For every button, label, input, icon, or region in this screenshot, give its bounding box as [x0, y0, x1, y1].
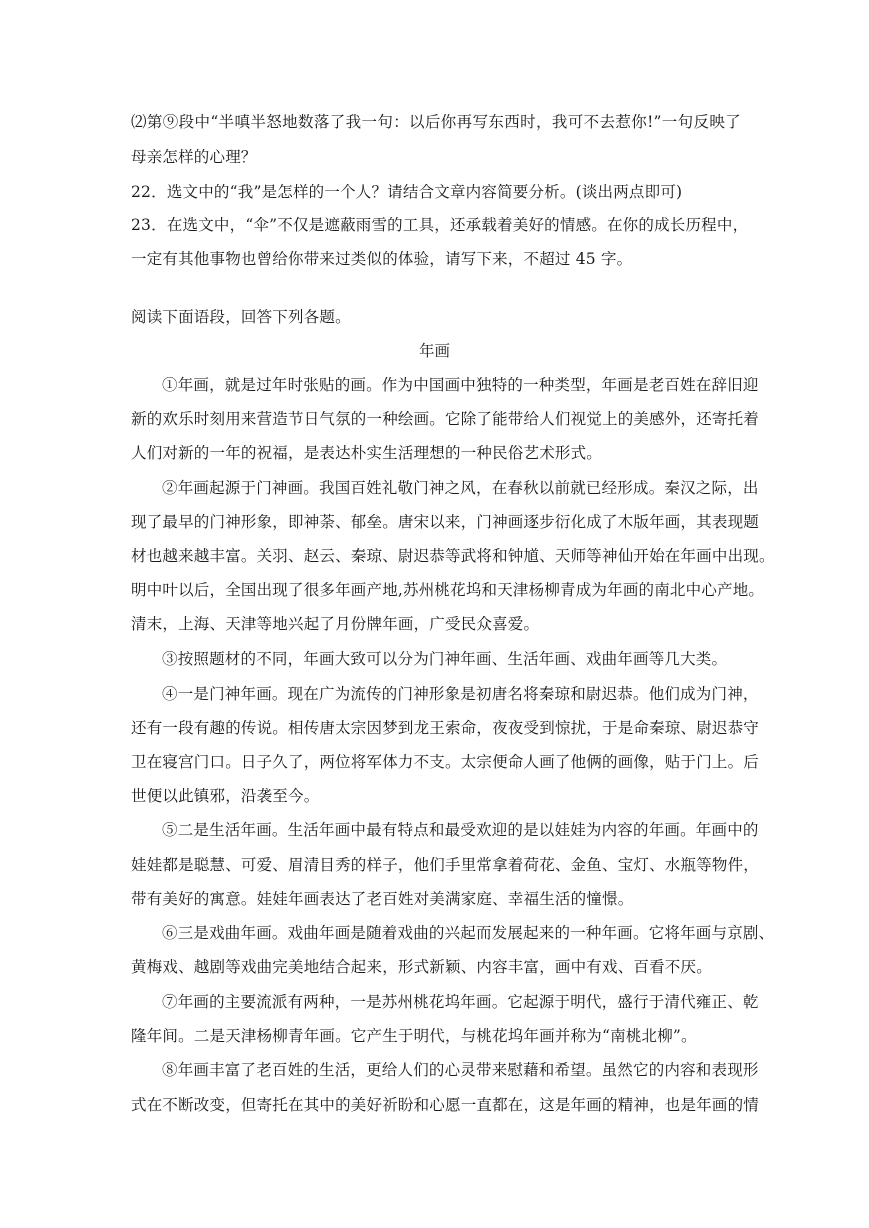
reading-instruction: 阅读下面语段，回答下列各题。 — [131, 308, 351, 326]
question-22: 22．选文中的“我”是怎样的一个人？请结合文章内容简要分析。(谈出两点即可) — [131, 183, 683, 201]
paragraph-4-line: 卫在寝宫门口。日子久了，两位将军体力不支。太宗便命人画了他俩的画像，贴于门上。后 — [131, 753, 760, 771]
question-23-line2: 一定有其他事物也曾给你带来过类似的体验，请写下来，不超过 45 字。 — [131, 250, 633, 268]
paragraph-2-line: 现了最早的门神形象，即神荼、郁垒。唐宋以来，门神画逐步衍化成了木版年画，其表现题 — [131, 513, 760, 531]
paragraph-4-line: 世便以此镇邪，沿袭至今。 — [131, 787, 320, 805]
article-title: 年画 — [418, 342, 450, 360]
paragraph-2-line: ②年画起源于门神画。我国百姓礼敬门神之风，在春秋以前就已经形成。秦汉之际，出 — [162, 479, 759, 497]
paragraph-6-line: 黄梅戏、越剧等戏曲完美地结合起来，形式新颖、内容丰富，画中有戏、百看不厌。 — [131, 958, 712, 976]
paragraph-8-line: 式在不断改变，但寄托在其中的美好祈盼和心愿一直都在，这是年画的精神，也是年画的情 — [131, 1096, 760, 1114]
paragraph-4-line: ④一是门神年画。现在广为流传的门神形象是初唐名将秦琼和尉迟恭。他们成为门神， — [162, 685, 759, 703]
paragraph-3-line: ③按照题材的不同，年画大致可以分为门神年画、生活年画、戏曲年画等几大类。 — [162, 650, 728, 668]
paragraph-1-line: ①年画，就是过年时张贴的画。作为中国画中独特的一种类型，年画是老百姓在辞旧迎 — [162, 376, 759, 394]
paragraph-5-line: 带有美好的寓意。娃娃年画表达了老百姓对美满家庭、幸福生活的憧憬。 — [131, 890, 634, 908]
paragraph-2-line: 材也越来越丰富。关羽、赵云、秦琼、尉迟恭等武将和钟馗、天师等神仙开始在年画中出现。 — [131, 547, 775, 565]
paragraph-8-line: ⑧年画丰富了老百姓的生活，更给人们的心灵带来慰藉和希望。虽然它的内容和表现形 — [162, 1061, 759, 1079]
paragraph-7-line: 隆年间。二是天津杨柳青年画。它产生于明代，与桃花坞年画并称为“南桃北柳”。 — [131, 1027, 697, 1045]
paragraph-6-line: ⑥三是戏曲年画。戏曲年画是随着戏曲的兴起而发展起来的一种年画。它将年画与京剧、 — [162, 924, 775, 942]
paragraph-2-line: 明中叶以后，全国出现了很多年画产地,苏州桃花坞和天津杨柳青成为年画的南北中心产地。 — [131, 581, 765, 599]
paragraph-1-line: 新的欢乐时刻用来营造节日气氛的一种绘画。它除了能带给人们视觉上的美感外，还寄托着 — [131, 410, 760, 428]
question-21-part2-line2: 母亲怎样的心理？ — [131, 148, 257, 166]
paragraph-1-line: 人们对新的一年的祝福，是表达朴实生活理想的一种民俗艺术形式。 — [131, 444, 603, 462]
paragraph-7-line: ⑦年画的主要流派有两种，一是苏州桃花坞年画。它起源于明代，盛行于清代雍正、乾 — [162, 993, 759, 1011]
question-23-line1: 23．在选文中，“伞”不仅是遮蔽雨雪的工具，还承载着美好的情感。在你的成长历程中， — [131, 216, 749, 234]
paragraph-4-line: 还有一段有趣的传说。相传唐太宗因梦到龙王索命，夜夜受到惊扰，于是命秦琼、尉迟恭守 — [131, 719, 760, 737]
paragraph-5-line: 娃娃都是聪慧、可爱、眉清目秀的样子，他们手里常拿着荷花、金鱼、宝灯、水瓶等物件， — [131, 856, 760, 874]
paragraph-5-line: ⑤二是生活年画。生活年画中最有特点和最受欢迎的是以娃娃为内容的年画。年画中的 — [162, 821, 759, 839]
question-21-part2-line1: ⑵第⑨段中“半嗔半怒地数落了我一句：以后你再写东西时，我可不去惹你!”一句反映了 — [131, 113, 741, 131]
paragraph-2-line: 清末，上海、天津等地兴起了月份牌年画，广受民众喜爱。 — [131, 615, 540, 633]
